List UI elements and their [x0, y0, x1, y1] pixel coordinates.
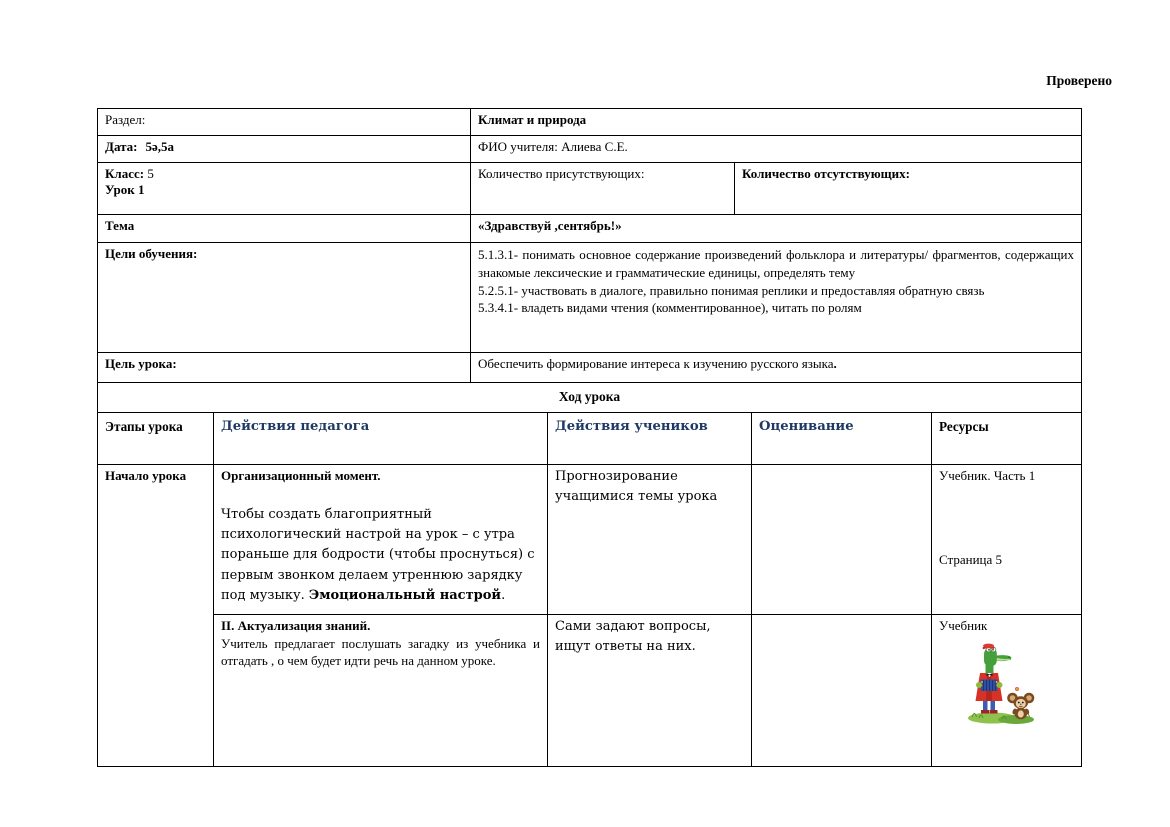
absent-label: Количество отсутствующих:	[735, 163, 1082, 215]
resource-line: Учебник. Часть 1	[939, 467, 1036, 483]
flow-row-2	[98, 614, 1082, 766]
column-header-stages: Этапы урока	[98, 413, 214, 464]
lesson-flow-table	[97, 413, 1082, 767]
teacher-actions-title: Организационный момент.	[221, 467, 381, 483]
teacher-actions-text	[221, 505, 540, 606]
crocodile-gena-cheburashka-illustration	[966, 640, 1036, 725]
lesson-info-table	[97, 108, 1082, 413]
class-value: 5	[147, 166, 154, 181]
resources-cell	[932, 464, 1082, 614]
teacher-name: ФИО учителя: Алиева С.Е.	[471, 136, 1082, 163]
lesson-goal-label: Цель урока:	[98, 353, 471, 383]
teacher-text-bold-part: Эмоциональный настрой	[308, 587, 502, 603]
teacher-actions-text: Учитель предлагает послушать загадку из учебника и отгадать , о чем будет идти речь на данном уроке.	[221, 635, 540, 668]
date-label: Дата:	[105, 139, 138, 154]
column-header-assessment: Оценивание	[752, 413, 932, 464]
teacher-actions-cell	[214, 614, 548, 766]
stage-cell: Начало урока	[98, 464, 214, 766]
theme-value: «Здравствуй ,сентябрь!»	[471, 215, 1082, 243]
theme-label: Тема	[98, 215, 471, 243]
goal-item: 5.3.4.1- владеть видами чтения (комментированное), читать по ролям	[478, 300, 862, 316]
info-row-course-header	[98, 383, 1082, 413]
lesson-goal-cell	[471, 353, 1082, 383]
column-header-teacher-actions: Действия педагога	[214, 413, 548, 464]
checked-label: Проверено	[1046, 73, 1112, 88]
info-row-section	[98, 109, 1082, 136]
gena-and-cheburashka-image	[966, 640, 1036, 725]
goal-item: 5.1.3.1- понимать основное содержание произведений фольклора и литературы/ фрагментов, содержащих знакомые лексические и грамматические единицы, определять тему	[478, 247, 1075, 280]
info-row-theme	[98, 215, 1082, 243]
student-actions-cell: Сами задают вопросы, ищут ответы на них.	[548, 614, 752, 766]
flow-row-1	[98, 464, 1082, 614]
lesson-goal-value: Обеспечить формирование интереса к изучению русского языка	[478, 356, 834, 371]
teacher-actions-cell	[214, 464, 548, 614]
teacher-text-part: Чтобы создать благоприятный психологический настрой на урок – с утра пораньше для бодрости (чтобы проснуться) с первым звонком делаем утреннюю зарядку под музыку.	[221, 506, 535, 603]
flow-header-row	[98, 413, 1082, 464]
resources-cell	[932, 614, 1082, 766]
present-label: Количество присутствующих:	[471, 163, 735, 215]
resource-line: Страница 5	[939, 551, 1003, 567]
goal-item: 5.2.5.1- участвовать в диалоге, правильно понимая реплики и предоставляя обратную связь	[478, 282, 985, 298]
column-header-resources: Ресурсы	[932, 413, 1082, 464]
class-label: Класс:	[105, 166, 145, 181]
teacher-text-end: .	[501, 587, 506, 603]
date-value: 5ә,5а	[145, 139, 175, 154]
student-actions-cell: Прогнозирование учащимися темы урока	[548, 464, 752, 614]
assessment-cell	[752, 614, 932, 766]
class-cell	[98, 163, 471, 215]
info-row-date	[98, 136, 1082, 163]
info-row-class	[98, 163, 1082, 215]
course-header: Ход урока	[98, 383, 1082, 413]
teacher-actions-title: II. Актуализация знаний.	[221, 617, 371, 633]
info-row-goals	[98, 243, 1082, 353]
column-header-student-actions: Действия учеников	[548, 413, 752, 464]
resource-line: Учебник	[939, 617, 988, 633]
lesson-plan-document	[97, 108, 1081, 767]
goals-label: Цели обучения:	[98, 243, 471, 353]
lesson-number: Урок 1	[105, 182, 145, 198]
section-label: Раздел:	[98, 109, 471, 136]
assessment-cell	[752, 464, 932, 614]
date-cell	[98, 136, 471, 163]
section-value: Климат и природа	[471, 109, 1082, 136]
info-row-lesson-goal	[98, 353, 1082, 383]
goals-cell	[471, 243, 1082, 353]
lesson-goal-period: .	[833, 356, 837, 371]
